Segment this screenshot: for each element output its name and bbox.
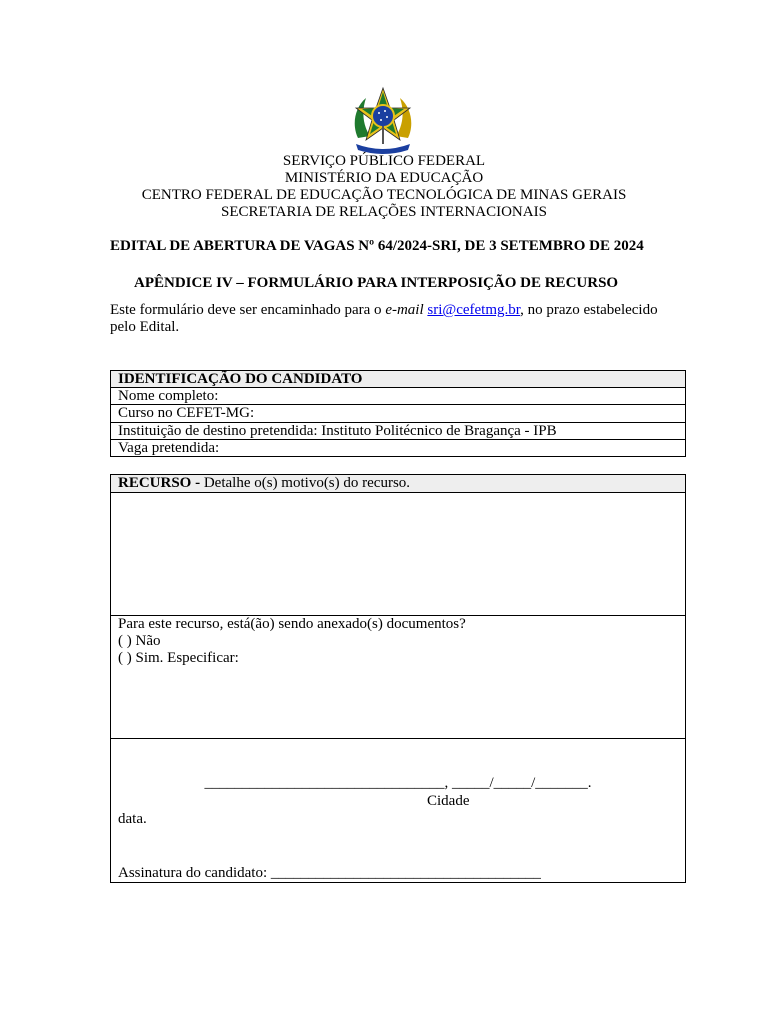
city-date-line[interactable]: ________________________________, _____/_____/_______. [204,775,592,791]
signature-section [111,739,685,882]
field-full-name[interactable]: Nome completo: [111,388,685,405]
identification-header: IDENTIFICAÇÃO DO CANDIDATO [111,371,685,388]
attachments-question: Para este recurso, está(ão) sendo anexado(s) documentos? [118,616,466,632]
field-intended-vacancy[interactable]: Vaga pretendida: [118,439,220,456]
header-institution: CENTRO FEDERAL DE EDUCAÇÃO TECNOLÓGICA DE MINAS GERAIS [141,187,627,203]
signature-line[interactable]: Assinatura do candidato: ____________________________________ [118,865,541,881]
field-destination-institution[interactable]: Instituição de destino pretendida: Instituto Politécnico de Bragança - IPB [111,423,685,440]
field-course[interactable]: Curso no CEFET-MG: [111,405,685,422]
intro-paragraph [110,302,686,336]
appeal-subtitle: Detalhe o(s) motivo(s) do recurso. [200,475,411,491]
appeal-title: RECURSO - [118,475,201,491]
intro-text-before: Este formulário deve ser encaminhado para o [110,302,386,318]
header-ministry: MINISTÉRIO DA EDUCAÇÃO [284,170,484,186]
appeal-details-area[interactable] [111,493,685,616]
appeal-header [111,475,685,493]
header-secretariat: SECRETARIA DE RELAÇÕES INTERNACIONAIS [221,204,547,220]
appendix-title: APÊNDICE IV – FORMULÁRIO PARA INTERPOSIÇÃO DE RECURSO [134,275,619,291]
intro-email-word: e-mail [385,302,424,318]
email-link[interactable]: sri@cefetmg.br [427,302,521,318]
edital-title: EDITAL DE ABERTURA DE VAGAS Nº 64/2024-SRI, DE 3 SETEMBRO DE 2024 [110,238,644,254]
option-no-checkbox[interactable]: ( ) Não [118,633,161,649]
identification-table [110,370,686,457]
attachments-section [111,616,685,739]
header-service: SERVIÇO PÚBLICO FEDERAL [282,153,486,169]
date-label: data. [118,811,147,827]
intro-text-after: , no prazo estabelecido pelo Edital. [110,302,658,335]
option-yes-checkbox[interactable]: ( ) Sim. Especificar: [118,650,239,666]
city-label: Cidade [427,793,470,809]
appeal-table [110,474,686,883]
brazil-coat-of-arms-icon [348,86,418,154]
